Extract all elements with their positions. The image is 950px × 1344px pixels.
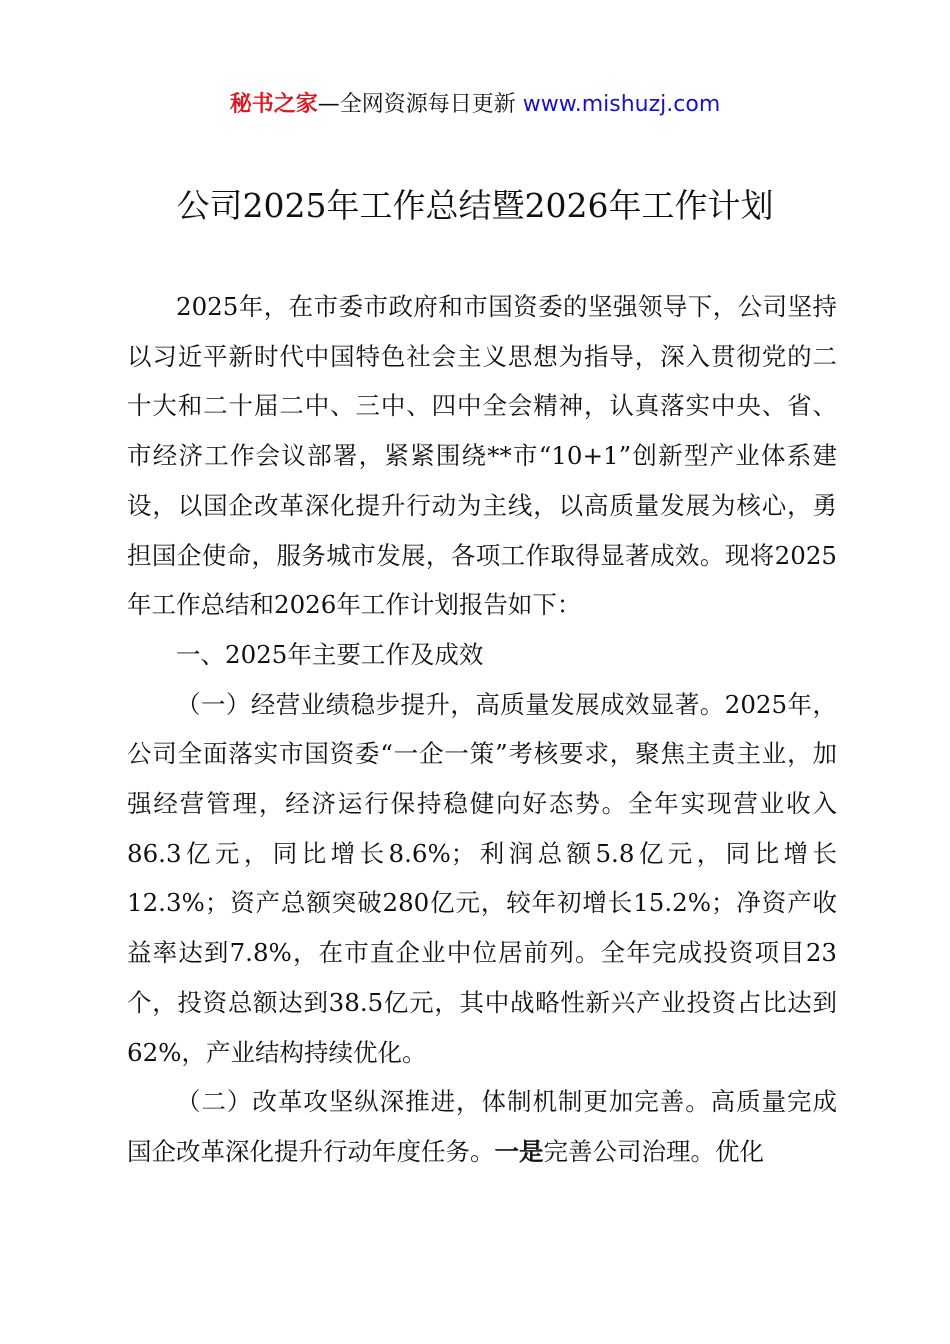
intro-paragraph: 2025年，在市委市政府和市国资委的坚强领导下，公司坚持以习近平新时代中国特色社会主义思想为指导，深入贯彻党的二十大和二十届二中、三中、四中全会精神，认真落实中央、省、市经济工作会议部署，紧紧围绕**市“10+1”创新型产业体系建设，以国企改革深化提升行动为主线，以高质量发展为核心，勇担国企使命，服务城市发展，各项工作取得显著成效。现将2025年工作总结和2026年工作计划报告如下： [127,292,837,620]
site-url-link[interactable]: www.mishuzj.com [522,92,721,117]
item-two-paragraph [127,1077,837,1176]
item-two-start: （二）改革攻坚纵深推进，体制机制更加完善。高质量完成国企改革深化提升行动年度任务。 [127,1087,837,1166]
section-heading: 一、2025年主要工作及成效 [176,639,484,669]
item-two-lead: 一是 [494,1136,544,1166]
item-one-paragraph: （一）经营业绩稳步提升，高质量发展成效显著。2025年，公司全面落实市国资委“一企一策”考核要求，聚焦主责主业，加强经营管理，经济运行保持稳健向好态势。全年实现营业收入86.3亿元，同比增长8.6%；利润总额5.8亿元，同比增长12.3%；资产总额突破280亿元，较年初增长15.2%；净资产收益率达到7.8%，在市直企业中位居前列。全年完成投资项目23个，投资总额达到38.5亿元，其中战略性新兴产业投资占比达到62%，产业结构持续优化。 [127,689,837,1067]
document-body [127,282,837,1177]
site-header [0,88,950,122]
header-tagline: —全网资源每日更新 [317,92,523,117]
brand-name: 秘书之家 [229,92,318,117]
document-title: 公司2025年工作总结暨2026年工作计划 [176,186,774,225]
item-two-rest: 完善公司治理。优化 [543,1136,764,1166]
